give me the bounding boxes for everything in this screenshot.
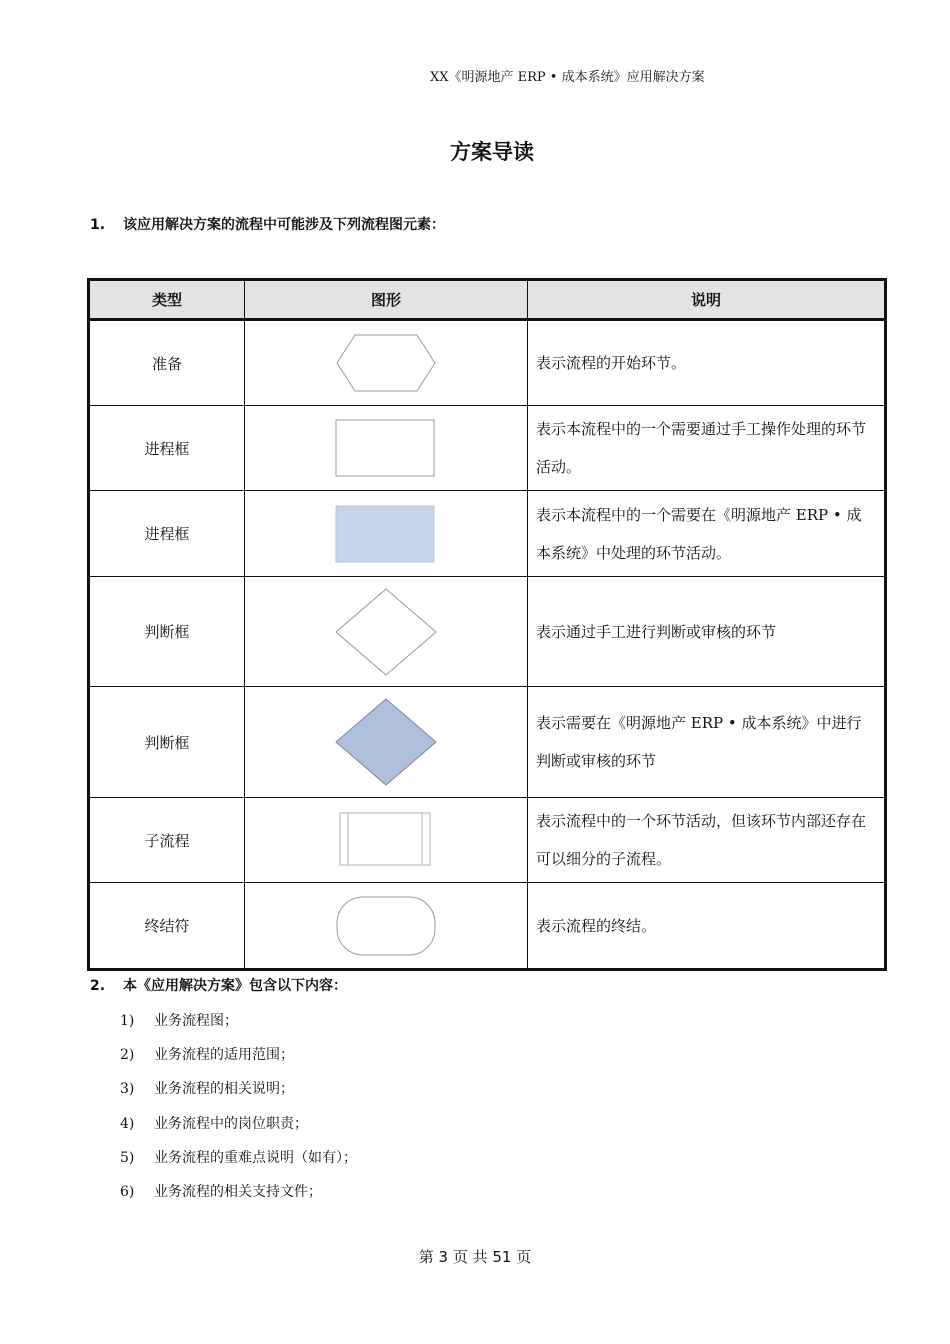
description-cell: 表示流程的终结。: [528, 883, 886, 970]
shape-cell: [245, 687, 528, 798]
page-title: 方案导读: [450, 140, 534, 164]
list-item-number: 4): [120, 1116, 135, 1132]
list-item-text: 业务流程图；: [154, 1013, 238, 1029]
subprocess-icon: [338, 812, 434, 868]
section-1-number: 1.: [90, 217, 106, 233]
type-cell: 进程框: [89, 406, 245, 491]
list-item-number: 5): [120, 1150, 135, 1166]
shape-cell: [245, 491, 528, 577]
description-cell: 表示流程中的一个环节活动，但该环节内部还存在可以细分的子流程。: [528, 798, 886, 883]
table-header-row: [89, 280, 886, 320]
white-diamond-icon: [334, 587, 438, 677]
table-row: [89, 406, 886, 491]
list-item-number: 3): [120, 1081, 135, 1097]
type-cell: 准备: [89, 320, 245, 406]
list-item: [120, 1181, 322, 1201]
column-header-type: 类型: [89, 280, 245, 320]
table-row: [89, 577, 886, 687]
column-header-shape: 图形: [245, 280, 528, 320]
list-item: [120, 1010, 238, 1030]
list-item-text: 业务流程的适用范围；: [154, 1047, 294, 1063]
shape-cell: [245, 406, 528, 491]
table-row: [89, 883, 886, 970]
type-cell: 终结符: [89, 883, 245, 970]
list-item-text: 业务流程的重难点说明（如有）；: [154, 1150, 357, 1166]
shape-cell: [245, 320, 528, 406]
list-item-text: 业务流程的相关支持文件；: [154, 1184, 322, 1200]
section-2-number: 2.: [90, 978, 106, 994]
type-cell: 进程框: [89, 491, 245, 577]
white-rectangle-icon: [335, 418, 437, 478]
list-item: [120, 1078, 294, 1098]
list-item: [120, 1147, 357, 1167]
description-cell: 表示通过手工进行判断或审核的环节: [528, 577, 886, 687]
description-cell: 表示流程的开始环节。: [528, 320, 886, 406]
shape-cell: [245, 577, 528, 687]
column-header-description: 说明: [528, 280, 886, 320]
page-footer: 第 3 页 共 51 页: [418, 1248, 532, 1266]
blue-diamond-icon: [334, 697, 438, 787]
type-cell: 判断框: [89, 577, 245, 687]
description-cell: 表示本流程中的一个需要在《明源地产 ERP • 成本系统》中处理的环节活动。: [528, 491, 886, 577]
table-row: [89, 491, 886, 577]
list-item-text: 业务流程中的岗位职责；: [154, 1116, 308, 1132]
shape-cell: [245, 798, 528, 883]
running-header: XX《明源地产 ERP • 成本系统》应用解决方案: [430, 70, 705, 85]
section-2-text: 本《应用解决方案》包含以下内容：: [123, 978, 347, 994]
blue-rectangle-icon: [335, 504, 437, 564]
table-row: [89, 687, 886, 798]
list-item: [120, 1044, 294, 1064]
terminator-icon: [335, 895, 437, 957]
section-1-text: 该应用解决方案的流程中可能涉及下列流程图元素：: [123, 217, 445, 233]
list-item-number: 6): [120, 1184, 135, 1200]
table-row: [89, 798, 886, 883]
list-item-number: 2): [120, 1047, 135, 1063]
list-item-text: 业务流程的相关说明；: [154, 1081, 294, 1097]
type-cell: 判断框: [89, 687, 245, 798]
description-cell: 表示本流程中的一个需要通过手工操作处理的环节活动。: [528, 406, 886, 491]
type-cell: 子流程: [89, 798, 245, 883]
hexagon-icon: [335, 333, 437, 393]
description-cell: 表示需要在《明源地产 ERP • 成本系统》中进行判断或审核的环节: [528, 687, 886, 798]
table-row: [89, 320, 886, 406]
shape-cell: [245, 883, 528, 970]
section-1-heading: [90, 214, 445, 234]
flowchart-elements-table: [87, 278, 887, 971]
section-2-heading: [90, 975, 347, 995]
list-item-number: 1): [120, 1013, 135, 1029]
list-item: [120, 1113, 308, 1133]
